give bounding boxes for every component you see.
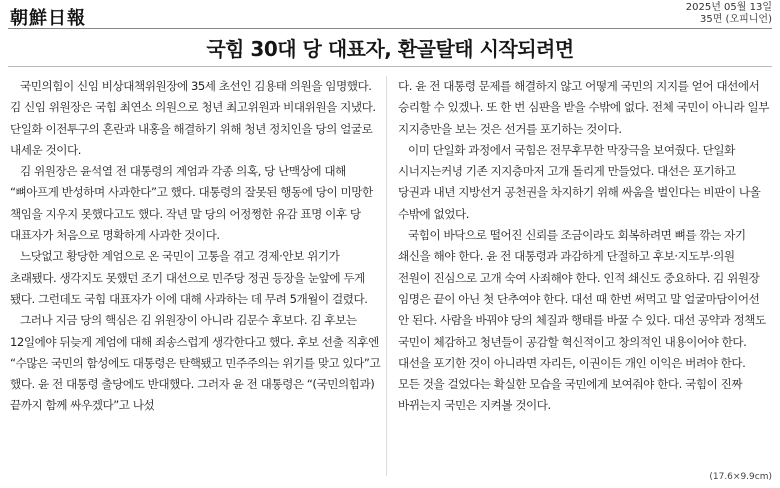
paragraph: 느닷없고 황당한 계엄으로 온 국민이 고통을 겪고 경제·안보 위기가 초래됐다. 생각지도 못했던 조기 대선으로 민주당 정권 등장을 눈앞에 두게 됐다. 그런데도 국힘 대표자가 이에 대해 사과하는 데 무려 5개월이 걸렸다. <box>10 249 368 306</box>
paragraph: 국민의힘이 신임 비상대책위원장에 35세 초선인 김용태 의원을 임명했다. 김 신임 위원장은 국힘 최연소 의원으로 청년 최고위원과 비대위원을 지냈다. 단일화 이전투구의 혼란과 내홍을 해결하기 위해 청년 정치인을 당의 얼굴로 내세운 것이다. <box>10 79 376 157</box>
paragraph: 이미 단일화 과정에서 국힘은 전무후무한 막장극을 보여줬다. 단일화 시너지는커녕 기존 지지층마저 고개 돌리게 만들었다. 대선은 포기하고 당권과 내년 지방선거 공천권을 차지하기 위해 싸움을 벌인다는 비판이 나올 수밖에 없었다. <box>398 142 761 221</box>
paragraph: 다. 윤 전 대통령 문제를 해결하지 않고 어떻게 국민의 지지를 얻어 대선에서 승리할 수 있겠나. 또 한 번 심판을 받을 수밖에 없다. 전체 국민이 아니라 일부 지지층만을 보는 것은 선거를 포기하는 것이다. <box>398 79 770 136</box>
article-column-left <box>10 76 382 417</box>
article-column-right <box>398 76 770 417</box>
publication-date: 2025년 05월 13일 <box>685 2 772 13</box>
article-size-note: (17.6×9.9cm) <box>709 472 772 482</box>
paragraph: 김 위원장은 윤석열 전 대통령의 계엄과 각종 의혹, 당 난맥상에 대해 “뼈아프게 반성하며 사과한다”고 했다. 대통령의 잘못된 행동에 당이 미망한 책임을 지우지 못했다고도 했다. 작년 말 당의 어정쩡한 유감 표명 이후 당 대표자가 처음으로 명확하게 사과한 것이다. <box>10 164 373 243</box>
paragraph: 국힘이 바닥으로 떨어진 신뢰를 조금이라도 회복하려면 뼈를 깎는 자기 쇄신을 해야 한다. 윤 전 대통령과 과감하게 단절하고 후보·지도부·의원 전원이 진심으로 고개 숙여 사죄해야 한다. 인적 쇄신도 중요하다. 김 위원장 임명은 끝이 아닌 첫 단추여야 한다. 대선 때 한번 써먹고 말 얼굴마담이어선 안 된다. 사람을 바꿔야 당의 체질과 행태를 바꿀 수 있다. 대선 공약과 정책도 국민이 체감하고 청년들이 공감할 혁신적이고 창의적인 내용이어야 한다. 대선을 포기한 것이 아니라면 자리든, 이권이든 개인 이익은 버려야 한다. 모든 것을 걸었다는 확실한 모습을 국민에게 보여줘야 한다. 국힘이 진짜 바뀌는지 국민은 지켜볼 것이다. <box>398 228 766 413</box>
page-section: 35면 (오피니언) <box>699 14 772 25</box>
publication-meta <box>686 2 772 26</box>
column-divider <box>386 76 387 476</box>
paragraph: 그러나 지금 당의 핵심은 김 위원장이 아니라 김문수 후보다. 김 후보는 12일에야 뒤늦게 계엄에 대해 죄송스럽게 생각한다고 했다. 후보 선출 직후엔 “수많은 국민의 함성에도 대통령은 탄핵됐고 민주주의는 위기를 맞고 있다”고 했다. 윤 전 대통령 출당에도 반대했다. 그러자 윤 전 대통령은 “(국민의힘과) 끝까지 함께 싸우겠다”고 나섰 <box>10 313 381 413</box>
article-headline: 국힘 30대 당 대표자, 환골탈태 시작되려면 <box>206 37 574 61</box>
newspaper-masthead: 朝鮮日報 <box>10 8 86 29</box>
headline-rule <box>8 66 772 67</box>
top-rule <box>8 28 772 29</box>
